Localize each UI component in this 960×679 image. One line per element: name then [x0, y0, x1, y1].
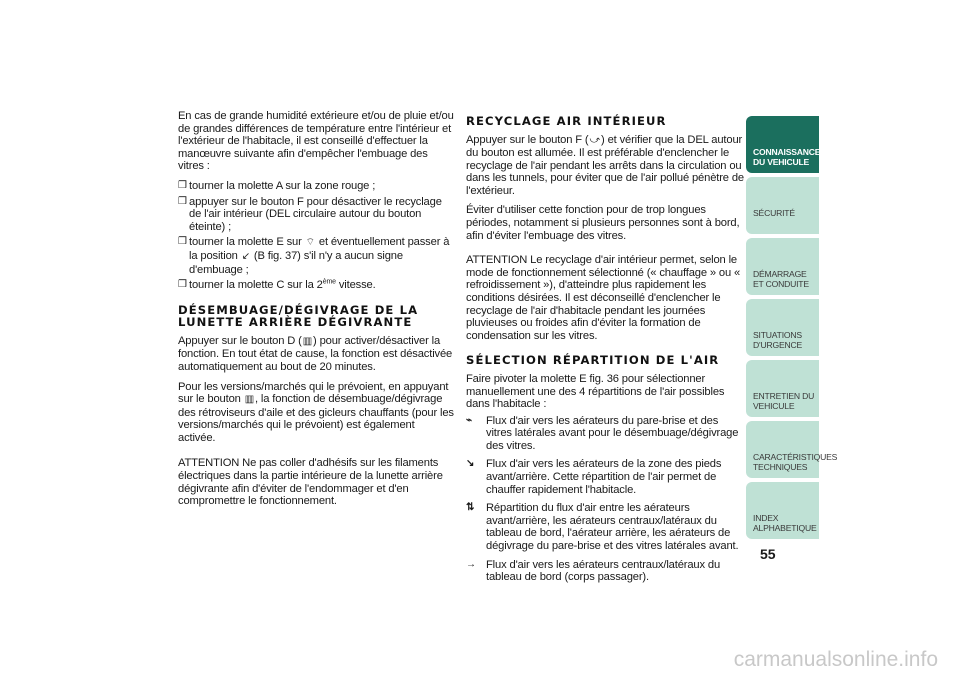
tab-securite[interactable]: SÉCURITÉ: [746, 177, 819, 234]
tab-connaissance[interactable]: CONNAISSANCE DU VEHICULE: [746, 116, 819, 173]
watermark: carmanualsonline.info: [733, 648, 938, 671]
attention-note: ATTENTION Ne pas coller d'adhésifs sur les filaments électriques dans la partie intérieure de la lunette arrière dégivrante afin d'éviter de l'endommager et d'en compromettre le fonctionnement.: [178, 457, 443, 508]
rear-defrost-icon: ▥: [302, 335, 313, 347]
checkbox-square-icon: ❒: [178, 279, 187, 291]
paragraph: Appuyer sur le bouton D (▥) pour activer/désactiver la fonction. En tout état de cause, la fonction est désactivée automatiquement au bout de 20 minutes.: [178, 334, 453, 373]
tab-index[interactable]: INDEX ALPHABETIQUE: [746, 482, 819, 539]
chapter-tabs: [746, 116, 838, 543]
section-heading: SÉLECTION RÉPARTITION DE L'AIR: [466, 353, 720, 368]
mixed-airflow-icon: ↙: [241, 250, 250, 262]
bullet-item: ❒ tourner la molette A sur la zone rouge ;: [178, 179, 376, 192]
mixed-airflow-icon: ⇅: [466, 502, 475, 514]
bullet-item: ❒ tourner la molette E sur ⌔ et éventuellement passer à la position ↙ (B fig. 37) s'il n'y a aucun signe d'embuage ;: [178, 236, 450, 276]
face-airflow-icon: →: [466, 558, 476, 570]
bullet-item: ❒ tourner la molette C sur la 2ème vitesse.: [178, 278, 376, 292]
section-heading: DÉSEMBUAGE/DÉGIVRAGE DE LA LUNETTE ARRIÈRE DÉGIVRANTE: [178, 302, 419, 330]
tab-urgence[interactable]: SITUATIONS D'URGENCE: [746, 299, 819, 356]
checkbox-square-icon: ❒: [178, 195, 187, 207]
rear-defrost-icon: ▥: [244, 394, 255, 406]
right-column: [466, 110, 744, 590]
paragraph: Appuyer sur le bouton F (⤻) et vérifier que la DEL autour du bouton est allumée. Il est préférable d'enclencher le recyclage de l'air pendant les arrêts dans la circulation ou dans les tunnels, pour éviter que de l'air pollué pénètre de l'extérieur.: [466, 133, 744, 197]
paragraph: Pour les versions/marchés qui le prévoient, en appuyant sur le bouton ▥, la fonction de désembuage/dégivrage des rétroviseurs d'aile et des gicleurs chauffants (pour les versions/marchés qui le prévoient) est également activée.: [178, 380, 454, 444]
tab-demarrage[interactable]: DÉMARRAGE ET CONDUITE: [746, 238, 819, 295]
section-heading: RECYCLAGE AIR INTÉRIEUR: [466, 114, 667, 128]
windscreen-defrost-icon: ⌁: [466, 414, 472, 426]
page-number: 55: [760, 546, 776, 562]
distribution-item: → Flux d'air vers les aérateurs centraux/latéraux du tableau de bord (corps passager).: [466, 558, 721, 584]
paragraph: Éviter d'utiliser cette fonction pour de trop longues périodes, notamment si plusieurs personnes sont à bord, afin d'éviter l'embuage des vitres.: [466, 204, 740, 242]
air-recirculation-icon: ⤻: [589, 134, 601, 146]
bullet-item: ❒ appuyer sur le bouton F pour désactiver le recyclage de l'air intérieur (DEL circulaire autour du bouton éteinte) ;: [178, 195, 442, 233]
distribution-item: ⌁ Flux d'air vers les aérateurs du pare-brise et des vitres latérales avant pour le désembuage/dégivrage des vitres.: [466, 414, 739, 452]
tab-entretien[interactable]: ENTRETIEN DU VEHICULE: [746, 360, 819, 417]
left-column: [178, 110, 454, 515]
distribution-item: ⇅ Répartition du flux d'air entre les aérateurs avant/arrière, les aérateurs centraux/latéraux du tableau de bord, l'aérateur arrière, les aérateurs de dégivrage du pare-brise et des vitres latérales avant.: [466, 502, 739, 553]
checkbox-square-icon: ❒: [178, 236, 187, 248]
distribution-item: ↘ Flux d'air vers les aérateurs de la zone des pieds avant/arrière. Cette répartition de l'air permet de chauffer rapidement l'habitacle.: [466, 458, 722, 496]
paragraph: Faire pivoter la molette E fig. 36 pour sélectionner manuellement une des 4 répartitions de l'air possibles dans l'habitacle :: [466, 372, 725, 411]
intro-paragraph: En cas de grande humidité extérieure et/ou de pluie et/ou de grandes différences de température entre l'intérieur et l'extérieur de l'habitacle, il est conseillé d'effectuer la manœuvre suivante afin d'empêcher l'embuage des vitres :: [178, 110, 454, 173]
windscreen-defrost-icon: ⌔: [305, 237, 315, 249]
attention-note: ATTENTION Le recyclage d'air intérieur permet, selon le mode de fonctionnement sélectionné (« chauffage » ou « refroidissement »), d'atteindre plus rapidement les conditions désirées. Il est déconseillé d'enclencher le recyclage de l'air d'habitacle pendant les journées pluvieuses ou froides afin d'éviter la formation de condensation sur les vitres.: [466, 254, 741, 342]
checkbox-square-icon: ❒: [178, 179, 187, 191]
tab-caracteristiques[interactable]: CARACTÉRISTIQUES TECHNIQUES: [746, 421, 819, 478]
feet-airflow-icon: ↘: [466, 458, 475, 470]
